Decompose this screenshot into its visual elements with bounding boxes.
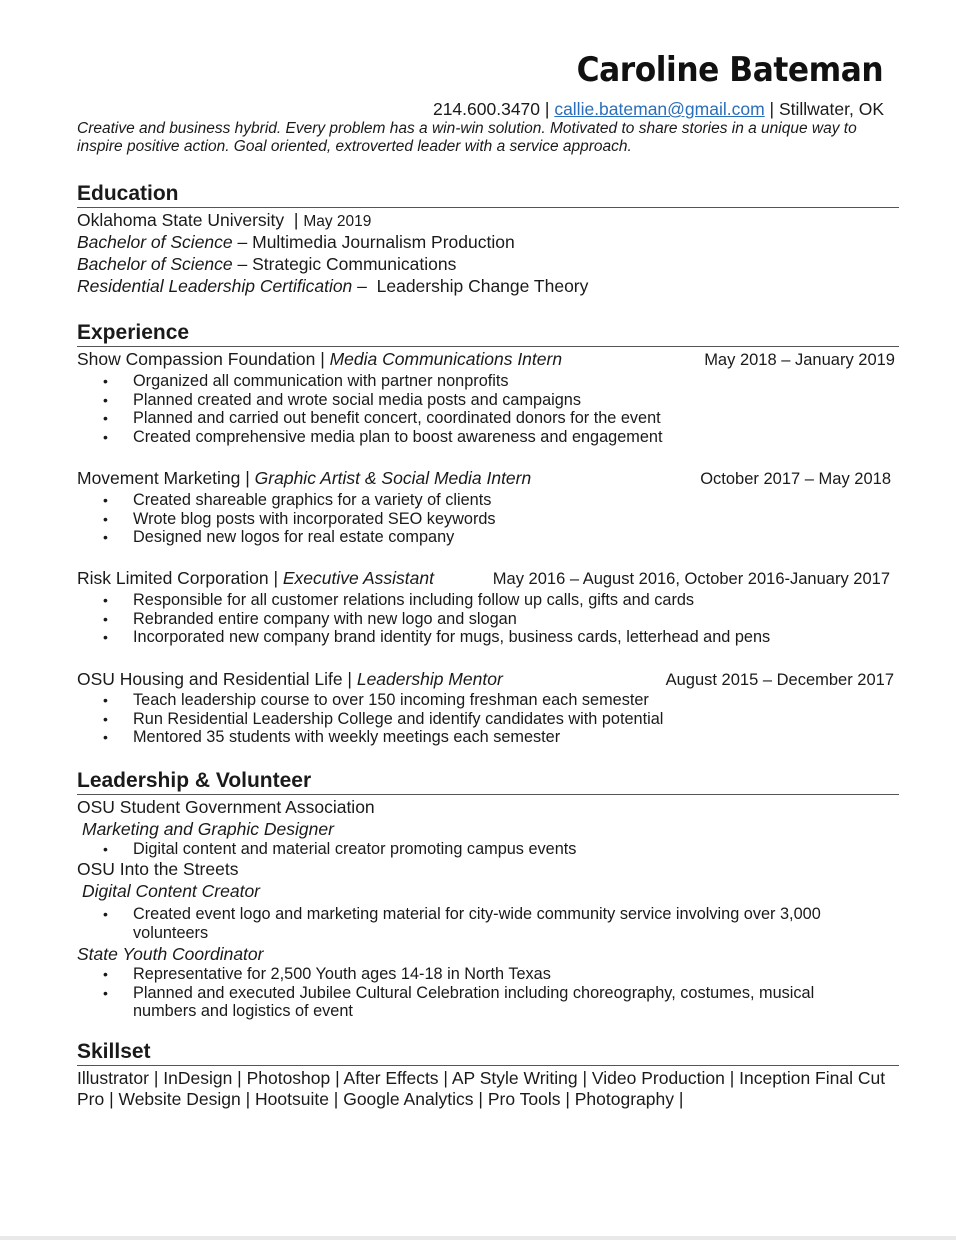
job-2-dates: October 2017 – May 2018 (700, 470, 891, 488)
list-item: • Mentored 35 students with weekly meetings each semester (103, 728, 873, 747)
leadership-org-1: OSU Student Government Association (77, 797, 375, 817)
section-title-education: Education (77, 182, 899, 208)
job-1-bullets (103, 372, 873, 447)
contact-line: 214.600.3470 | callie.bateman@gmail.com | Stillwater, OK (432, 99, 884, 119)
job-1-header: Show Compassion Foundation | Media Communications Intern (77, 349, 563, 369)
job-3-header: Risk Limited Corporation | Executive Assistant (77, 568, 434, 588)
job-4-bullets (103, 691, 873, 747)
list-item: • Teach leadership course to over 150 incoming freshman each semester (103, 691, 873, 710)
degree-1: Bachelor of Science – Multimedia Journalism Production (77, 232, 515, 252)
leadership-bullets-2 (103, 905, 873, 942)
job-4-dates: August 2015 – December 2017 (665, 671, 894, 689)
job-3-dates: May 2016 – August 2016, October 2016-January 2017 (492, 570, 890, 588)
leadership-bullets-1 (103, 840, 873, 859)
section-title-leadership: Leadership & Volunteer (77, 769, 899, 795)
list-item: • Incorporated new company brand identity for mugs, business cards, letterhead and pens (103, 628, 873, 647)
list-item: • Created event logo and marketing material for city-wide community service involving over 3,000 volunteers (103, 905, 873, 942)
list-item: • Rebranded entire company with new logo and slogan (103, 610, 873, 629)
list-item: • Planned created and wrote social media posts and campaigns (103, 391, 873, 410)
job-3-bullets (103, 591, 873, 647)
leadership-role-2: Digital Content Creator (82, 881, 260, 901)
list-item: • Wrote blog posts with incorporated SEO keywords (103, 510, 873, 529)
phone: 214.600.3470 (432, 99, 541, 119)
leadership-role-3: State Youth Coordinator (77, 944, 264, 964)
job-4-header: OSU Housing and Residential Life | Leadership Mentor (77, 669, 503, 689)
job-2-bullets (103, 491, 873, 547)
summary: Creative and business hybrid. Every problem has a win-win solution. Motivated to share stories in a unique way to inspire positive action. Goal oriented, extroverted leader with a service approach. (77, 120, 857, 155)
list-item: • Run Residential Leadership College and identify candidates with potential (103, 710, 873, 729)
section-title-skillset: Skillset (77, 1040, 899, 1066)
degree-2: Bachelor of Science – Strategic Communications (77, 254, 457, 274)
education-school: Oklahoma State University | May 2019 (77, 210, 372, 230)
leadership-bullets-3 (103, 965, 873, 1021)
list-item: • Planned and carried out benefit concert, coordinated donors for the event (103, 409, 873, 428)
email-link[interactable]: callie.bateman@gmail.com (554, 99, 765, 119)
location: Stillwater, OK (778, 99, 884, 119)
skills-list: Illustrator | InDesign | Photoshop | After Effects | AP Style Writing | Video Production | Inception Final Cut Pro | Website Design | Hootsuite | Google Analytics | Pro Tools | Photography | (77, 1068, 886, 1109)
list-item: • Designed new logos for real estate company (103, 528, 873, 547)
leadership-org-2: OSU Into the Streets (77, 859, 239, 879)
degree-3: Residential Leadership Certification – Leadership Change Theory (77, 276, 589, 296)
job-1-dates: May 2018 – January 2019 (704, 351, 895, 369)
candidate-name: Caroline Bateman (576, 50, 883, 90)
graduation-date: May 2019 (303, 213, 372, 230)
list-item: • Created comprehensive media plan to boost awareness and engagement (103, 428, 873, 447)
list-item: • Responsible for all customer relations including follow up calls, gifts and cards (103, 591, 873, 610)
list-item: • Digital content and material creator promoting campus events (103, 840, 873, 859)
section-title-experience: Experience (77, 321, 899, 347)
list-item: • Organized all communication with partner nonprofits (103, 372, 873, 391)
list-item: • Created shareable graphics for a variety of clients (103, 491, 873, 510)
list-item: • Representative for 2,500 Youth ages 14-18 in North Texas (103, 965, 873, 984)
list-item: • Planned and executed Jubilee Cultural Celebration including choreography, costumes, musical numbers and logistics of event (103, 984, 873, 1021)
job-2-header: Movement Marketing | Graphic Artist & Social Media Intern (77, 468, 532, 488)
leadership-role-1: Marketing and Graphic Designer (82, 819, 334, 839)
page-bottom-edge (0, 1236, 956, 1240)
